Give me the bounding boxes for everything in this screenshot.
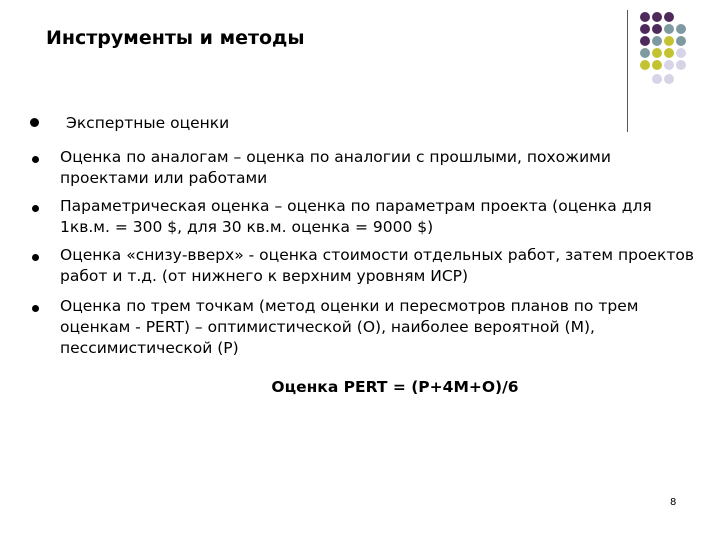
decorative-dot (640, 36, 650, 46)
decorative-dot (664, 60, 674, 70)
decorative-dot (652, 60, 662, 70)
bullet-icon (32, 156, 39, 163)
decorative-dot (664, 24, 674, 34)
pert-formula: Оценка PERT = (P+4M+O)/6 (271, 378, 519, 396)
decorative-dot (676, 24, 686, 34)
decorative-dot (640, 24, 650, 34)
decorative-dot (676, 48, 686, 58)
decorative-dot (652, 12, 662, 22)
decorative-dot (652, 48, 662, 58)
decorative-dot (652, 74, 662, 84)
page-title: Инструменты и методы (46, 27, 305, 49)
decorative-dot (676, 36, 686, 46)
list-item: Оценка по аналогам – оценка по аналогии с прошлыми, похожими проектами или работами (60, 148, 611, 187)
bullet-icon (32, 205, 39, 212)
list-item: Параметрическая оценка – оценка по параметрам проекта (оценка для 1кв.м. = 300 $, для 30 кв.м. оценка = 9000 $) (60, 197, 652, 236)
decorative-dot (664, 48, 674, 58)
bullet-icon (30, 118, 39, 127)
decorative-dot (676, 60, 686, 70)
list-item: Оценка по трем точкам (метод оценки и пересмотров планов по трем оценкам - PERT) – оптимистической (O), наиболее вероятной (M), пессимистической (P) (60, 297, 639, 357)
decorative-dot (664, 12, 674, 22)
bullet-icon (32, 305, 39, 312)
decorative-dot (640, 48, 650, 58)
page-number: 8 (670, 497, 677, 508)
decorative-divider-line (627, 10, 628, 132)
bullet-icon (32, 254, 39, 261)
heading-item-expert-estimates: Экспертные оценки (66, 114, 230, 132)
decorative-dot (664, 74, 674, 84)
decorative-dot (640, 12, 650, 22)
decorative-dot (652, 36, 662, 46)
decorative-dot (664, 36, 674, 46)
decorative-dot (652, 24, 662, 34)
list-item: Оценка «снизу-вверх» - оценка стоимости отдельных работ, затем проектов работ и т.д. (от нижнего к верхним уровням ИСР) (60, 246, 694, 285)
decorative-dot (640, 60, 650, 70)
